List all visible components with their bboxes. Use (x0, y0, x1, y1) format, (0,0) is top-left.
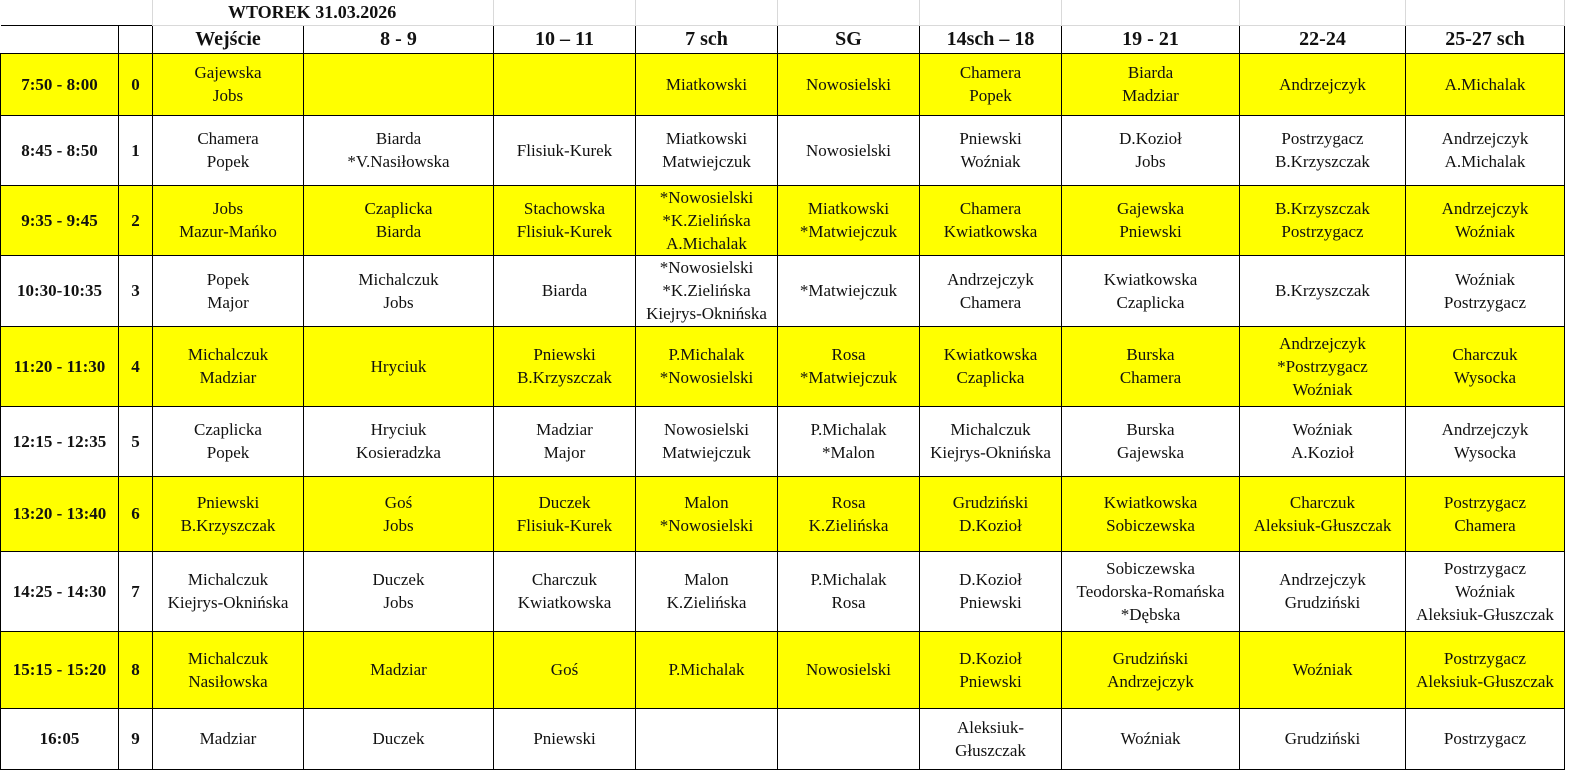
teacher-name: Flisiuk-Kurek (516, 140, 613, 160)
teacher-name: K.Zielińska (666, 593, 747, 612)
teacher-name: Kwiatkowska (1103, 269, 1198, 289)
duty-cell (1406, 631, 1565, 708)
duty-cell (778, 185, 920, 255)
duty-cell (153, 185, 304, 255)
time-slot: 12:15 - 12:35 (1, 406, 119, 476)
title-spacer-num (119, 0, 153, 25)
teacher-name: Flisiuk-Kurek (516, 222, 613, 241)
teacher-name: *Postrzygacz (1277, 356, 1368, 376)
teacher-name: Mazur-Mańko (179, 222, 277, 241)
duty-cell (1062, 185, 1240, 255)
teacher-name: Woźniak (1455, 222, 1515, 241)
teacher-name: *K.Zielińska (662, 210, 751, 230)
duty-cell (1240, 255, 1406, 326)
duty-cell (1240, 708, 1406, 769)
duty-cell (494, 115, 636, 185)
teacher-name: Grudziński (1112, 648, 1189, 668)
duty-cell (494, 406, 636, 476)
teacher-name: Pniewski (959, 593, 1022, 612)
duty-cell (1062, 708, 1240, 769)
teacher-name: Andrzejczyk (1441, 420, 1529, 439)
teacher-name: P.Michalak (810, 570, 887, 589)
duty-cell (636, 53, 778, 115)
duty-cell (920, 255, 1062, 326)
teacher-name: Madziar (370, 660, 427, 679)
teacher-name: Sobiczewska (1106, 558, 1195, 578)
teacher-name: Pniewski (533, 345, 596, 364)
schedule-row (1, 476, 1565, 551)
duty-cell (1406, 406, 1565, 476)
period-number: 5 (119, 406, 153, 476)
header-time-blank (1, 25, 119, 53)
duty-cell (778, 631, 920, 708)
teacher-name: Gajewska (1116, 443, 1185, 462)
teacher-name: Postrzygacz (1443, 729, 1527, 748)
teacher-name: Pniewski (959, 671, 1022, 691)
duty-cell (778, 476, 920, 551)
teacher-name: Nowosielski (806, 74, 891, 94)
period-number: 4 (119, 326, 153, 406)
teacher-name: Głuszczak (955, 740, 1026, 760)
duty-cell (153, 476, 304, 551)
teacher-name: D.Kozioł (1119, 129, 1182, 148)
teacher-name: Czaplicka (194, 420, 262, 439)
teacher-name: Andrzejczyk (1107, 671, 1194, 691)
teacher-name: A.Michalak (666, 233, 747, 253)
teacher-name: Miatkowski (665, 74, 748, 94)
duty-cell (778, 255, 920, 326)
teacher-name: Chamera (959, 199, 1022, 218)
teacher-name: Duczek (372, 729, 425, 748)
teacher-name: Miatkowski (665, 129, 748, 148)
teacher-name: Rosa (831, 593, 866, 612)
time-slot: 7:50 - 8:00 (1, 53, 119, 115)
duty-cell (1062, 53, 1240, 115)
teacher-name: Pniewski (196, 492, 260, 512)
teacher-name: Jobs (383, 292, 414, 312)
teacher-name: *Malon (822, 443, 875, 462)
duty-cell (494, 631, 636, 708)
teacher-name: *Nowosielski (659, 187, 754, 207)
teacher-name: Woźniak (1292, 660, 1353, 679)
teacher-name: Sobiczewska (1106, 515, 1195, 535)
teacher-name: Matwiejczuk (662, 443, 751, 462)
teacher-name: Postrzygacz (1281, 222, 1364, 241)
duty-cell (304, 631, 494, 708)
teacher-name: D.Kozioł (959, 648, 1022, 668)
teacher-name: Pniewski (533, 729, 596, 748)
duty-cell (494, 326, 636, 406)
teacher-name: Grudziński (1284, 593, 1361, 612)
column-header: 19 - 21 (1062, 25, 1240, 53)
duty-cell (1406, 185, 1565, 255)
teacher-name: Kwiatkowska (943, 222, 1038, 241)
teacher-name: Kwiatkowska (1103, 492, 1198, 512)
schedule-row (1, 185, 1565, 255)
teacher-name: Chamera (959, 292, 1022, 312)
duty-cell (1062, 406, 1240, 476)
teacher-name: Popek (206, 443, 250, 462)
duty-cell (153, 255, 304, 326)
teacher-name: Jobs (1135, 152, 1166, 171)
teacher-name: D.Kozioł (959, 570, 1022, 589)
teacher-name: Kiejrys-Oknińska (167, 593, 289, 612)
teacher-name: Madziar (199, 729, 257, 748)
teacher-name: Woźniak (1292, 420, 1353, 439)
duty-cell (920, 476, 1062, 551)
teacher-name: Charczuk (531, 570, 598, 589)
schedule-row (1, 53, 1565, 115)
duty-cell (636, 185, 778, 255)
teacher-name: Czaplicka (956, 368, 1025, 387)
teacher-name: Andrzejczyk (1279, 333, 1366, 353)
teacher-name: Postrzygacz (1443, 292, 1527, 312)
teacher-name: Kosieradzka (356, 443, 441, 462)
duty-cell (304, 53, 494, 115)
column-header: 14sch – 18 (920, 25, 1062, 53)
teacher-name: B.Krzyszczak (517, 368, 612, 387)
time-slot: 13:20 - 13:40 (1, 476, 119, 551)
teacher-name: Burska (1126, 420, 1175, 439)
duty-cell (494, 255, 636, 326)
schedule-row (1, 708, 1565, 769)
teacher-name: Hryciuk (370, 420, 427, 439)
teacher-name: Flisiuk-Kurek (516, 515, 613, 535)
teacher-name: Chamera (1454, 515, 1516, 535)
time-slot: 11:20 - 11:30 (1, 326, 119, 406)
duty-cell (153, 326, 304, 406)
teacher-name: Malon (684, 570, 729, 589)
column-header: 7 sch (636, 25, 778, 53)
teacher-name: Teodorska-Romańska (1076, 581, 1225, 601)
duty-cell (1240, 326, 1406, 406)
period-number: 8 (119, 631, 153, 708)
teacher-name: Czaplicka (1116, 292, 1185, 312)
teacher-name: Michalczuk (187, 345, 269, 364)
teacher-name: Pniewski (1119, 222, 1182, 241)
duty-cell (920, 115, 1062, 185)
teacher-name: Nowosielski (806, 660, 891, 679)
teacher-name: Aleksiuk-Głuszczak (1416, 604, 1554, 624)
teacher-name: Postrzygacz (1443, 492, 1527, 512)
duty-cell (153, 115, 304, 185)
column-header: 25-27 sch (1406, 25, 1565, 53)
teacher-name: Andrzejczyk (1441, 199, 1529, 218)
teacher-name: Andrzejczyk (1441, 129, 1529, 148)
duty-cell (304, 115, 494, 185)
teacher-name: Popek (206, 152, 250, 171)
schedule-row (1, 631, 1565, 708)
duty-cell (920, 406, 1062, 476)
teacher-name: Jobs (212, 86, 244, 105)
duty-cell (304, 551, 494, 631)
duty-cell (636, 255, 778, 326)
teacher-name: Malon (684, 492, 729, 512)
teacher-name: Woźniak (1455, 581, 1515, 601)
teacher-name: B.Krzyszczak (1275, 281, 1370, 300)
teacher-name: Madziar (1122, 86, 1179, 105)
period-number: 0 (119, 53, 153, 115)
duty-cell (304, 406, 494, 476)
teacher-name: Nowosielski (664, 420, 749, 439)
title-spacer-time (1, 0, 119, 25)
duty-cell (1240, 476, 1406, 551)
teacher-name: Popek (969, 86, 1012, 105)
teacher-name: Rosa (831, 345, 866, 364)
teacher-name: Michalczuk (187, 570, 269, 589)
teacher-name: P.Michalak (668, 345, 745, 364)
duty-cell (1062, 326, 1240, 406)
title-spacer (1062, 0, 1240, 25)
teacher-name: Postrzygacz (1443, 648, 1527, 668)
teacher-name: Woźniak (1455, 269, 1515, 289)
teacher-name: Rosa (831, 492, 866, 512)
teacher-name: Duczek (538, 492, 591, 512)
teacher-name: B.Krzyszczak (180, 515, 276, 535)
duty-cell (153, 406, 304, 476)
teacher-name: Kwiatkowska (943, 345, 1038, 364)
time-slot: 16:05 (1, 708, 119, 769)
teacher-name: Michalczuk (950, 420, 1031, 439)
duty-cell (153, 551, 304, 631)
teacher-name: Michalczuk (358, 269, 439, 289)
duty-cell (778, 326, 920, 406)
duty-cell (494, 708, 636, 769)
teacher-name: Chamera (197, 129, 259, 148)
teacher-name: Madziar (536, 420, 593, 439)
teacher-name: P.Michalak (668, 660, 745, 679)
time-slot: 9:35 - 9:45 (1, 185, 119, 255)
teacher-name: Andrzejczyk (1279, 74, 1366, 94)
schedule-title: WTOREK 31.03.2026 (153, 0, 494, 25)
teacher-name: Goś (550, 660, 579, 679)
teacher-name: Jobs (212, 199, 244, 218)
teacher-name: Kwiatkowska (517, 593, 612, 612)
teacher-name: *Nowosielski (659, 368, 754, 387)
teacher-name: B.Krzyszczak (1275, 199, 1370, 218)
period-number: 9 (119, 708, 153, 769)
duty-cell (778, 406, 920, 476)
teacher-name: D.Kozioł (959, 515, 1022, 535)
duty-cell (304, 476, 494, 551)
column-header: Wejście (153, 25, 304, 53)
time-slot: 10:30-10:35 (1, 255, 119, 326)
teacher-name: Burska (1126, 345, 1175, 364)
duty-cell (494, 53, 636, 115)
teacher-name: Biarda (375, 222, 422, 241)
duty-cell (1240, 406, 1406, 476)
teacher-name: Major (543, 443, 586, 462)
teacher-name: A.Michalak (1444, 74, 1526, 94)
teacher-name: Woźniak (1120, 729, 1181, 748)
teacher-name: Woźniak (1292, 379, 1353, 399)
duty-cell (1406, 551, 1565, 631)
duty-cell (494, 551, 636, 631)
duty-cell (304, 255, 494, 326)
teacher-name: *K.Zielińska (662, 281, 751, 300)
teacher-name: Grudziński (1284, 729, 1361, 748)
teacher-name: *Matwiejczuk (799, 281, 898, 300)
title-spacer (778, 0, 920, 25)
header-num-blank (119, 25, 153, 53)
teacher-name: Kiejrys-Oknińska (646, 304, 767, 323)
duty-cell (920, 326, 1062, 406)
duty-cell (494, 476, 636, 551)
duty-cell (1062, 476, 1240, 551)
duty-cell (1062, 255, 1240, 326)
teacher-name: Chamera (959, 63, 1022, 82)
teacher-name: Aleksiuk- (956, 717, 1025, 737)
duty-cell (153, 708, 304, 769)
duty-cell (778, 115, 920, 185)
time-slot: 14:25 - 14:30 (1, 551, 119, 631)
period-number: 7 (119, 551, 153, 631)
duty-cell (920, 708, 1062, 769)
duty-cell (1240, 185, 1406, 255)
teacher-name: Charczuk (1289, 492, 1356, 512)
duty-cell (778, 53, 920, 115)
teacher-name: Woźniak (960, 152, 1021, 171)
duty-cell (920, 185, 1062, 255)
teacher-name: *Matwiejczuk (799, 222, 898, 241)
teacher-name: Madziar (199, 368, 257, 387)
teacher-name: Wysocka (1453, 368, 1517, 387)
duty-cell (636, 476, 778, 551)
duty-cell (1406, 708, 1565, 769)
teacher-name: Kiejrys-Oknińska (930, 443, 1051, 462)
duty-cell (636, 326, 778, 406)
time-slot: 8:45 - 8:50 (1, 115, 119, 185)
duty-cell (920, 53, 1062, 115)
title-spacer (636, 0, 778, 25)
teacher-name: Postrzygacz (1281, 129, 1364, 148)
duty-cell (1406, 326, 1565, 406)
teacher-name: Jobs (383, 593, 414, 612)
duty-cell (1240, 115, 1406, 185)
schedule-row (1, 115, 1565, 185)
teacher-name: Andrzejczyk (1279, 570, 1366, 589)
teacher-name: P.Michalak (810, 420, 887, 439)
period-number: 3 (119, 255, 153, 326)
title-spacer (1240, 0, 1406, 25)
teacher-name: Wysocka (1453, 443, 1517, 462)
duty-cell (494, 185, 636, 255)
title-spacer (1406, 0, 1565, 25)
teacher-name: Hryciuk (370, 356, 427, 376)
teacher-name: K.Zielińska (808, 515, 889, 535)
duty-cell (1240, 551, 1406, 631)
column-header: 10 – 11 (494, 25, 636, 53)
duty-cell (778, 551, 920, 631)
duty-cell (1406, 115, 1565, 185)
duty-cell (636, 115, 778, 185)
teacher-name: *V.Nasiłowska (347, 152, 450, 171)
schedule-row (1, 551, 1565, 631)
duty-cell (304, 185, 494, 255)
duty-cell (1406, 255, 1565, 326)
duty-cell (778, 708, 920, 769)
teacher-name: Pniewski (959, 129, 1022, 148)
schedule-row (1, 326, 1565, 406)
schedule-row (1, 406, 1565, 476)
duty-cell (1240, 631, 1406, 708)
time-slot: 15:15 - 15:20 (1, 631, 119, 708)
teacher-name: Nasiłowska (188, 671, 268, 691)
teacher-name: Nowosielski (806, 140, 891, 160)
teacher-name: Gajewska (1116, 199, 1185, 218)
column-header: SG (778, 25, 920, 53)
duty-cell (636, 708, 778, 769)
duty-cell (1062, 115, 1240, 185)
duty-cell (153, 631, 304, 708)
teacher-name: A.Michalak (1444, 152, 1526, 171)
duty-cell (1062, 631, 1240, 708)
period-number: 2 (119, 185, 153, 255)
duty-cell (1062, 551, 1240, 631)
teacher-name: Czaplicka (364, 199, 433, 218)
teacher-name: Duczek (372, 570, 425, 589)
teacher-name: Matwiejczuk (662, 152, 751, 171)
teacher-name: A.Kozioł (1291, 443, 1354, 462)
teacher-name: Grudziński (952, 492, 1029, 512)
teacher-name: Aleksiuk-Głuszczak (1253, 515, 1392, 535)
duty-cell (636, 406, 778, 476)
teacher-name: *Nowosielski (659, 258, 754, 277)
duty-cell (1240, 53, 1406, 115)
title-spacer (920, 0, 1062, 25)
teacher-name: Chamera (1119, 368, 1182, 387)
duty-cell (1406, 476, 1565, 551)
teacher-name: Michalczuk (187, 648, 269, 668)
duty-cell (304, 708, 494, 769)
duty-cell (153, 53, 304, 115)
title-spacer (494, 0, 636, 25)
teacher-name: Charczuk (1452, 345, 1518, 364)
teacher-name: *Nowosielski (659, 515, 754, 535)
column-header: 22-24 (1240, 25, 1406, 53)
teacher-name: Miatkowski (807, 199, 890, 218)
teacher-name: Biarda (541, 281, 588, 300)
duty-cell (920, 631, 1062, 708)
period-number: 6 (119, 476, 153, 551)
teacher-name: *Dębska (1120, 604, 1181, 624)
teacher-name: Biarda (1127, 63, 1174, 82)
column-header: 8 - 9 (304, 25, 494, 53)
teacher-name: Gajewska (194, 63, 262, 82)
teacher-name: Goś (384, 492, 413, 512)
teacher-name: *Matwiejczuk (799, 368, 898, 387)
teacher-name: Aleksiuk-Głuszczak (1416, 671, 1554, 691)
teacher-name: Stachowska (523, 199, 606, 218)
period-number: 1 (119, 115, 153, 185)
duty-cell (636, 631, 778, 708)
teacher-name: Postrzygacz (1443, 558, 1527, 578)
teacher-name: Popek (206, 269, 250, 289)
duty-cell (1406, 53, 1565, 115)
duty-cell (304, 326, 494, 406)
teacher-name: Major (207, 292, 249, 312)
duty-cell (920, 551, 1062, 631)
teacher-name: B.Krzyszczak (1275, 152, 1370, 171)
schedule-row (1, 255, 1565, 326)
duty-cell (636, 551, 778, 631)
teacher-name: Biarda (375, 129, 422, 148)
teacher-name: Andrzejczyk (947, 269, 1034, 289)
teacher-name: Jobs (383, 515, 414, 535)
